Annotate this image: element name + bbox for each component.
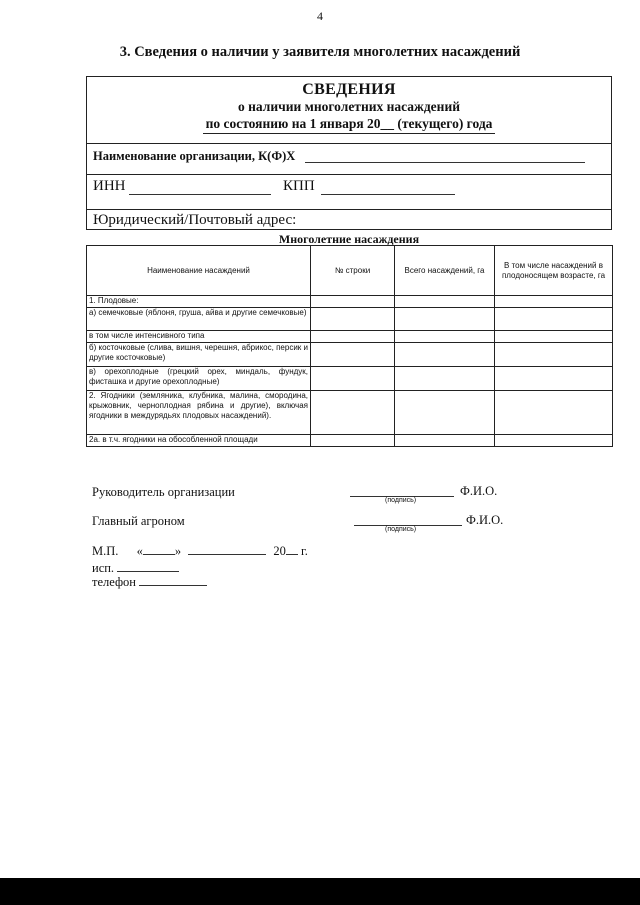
fruiting-cell[interactable] <box>495 435 613 447</box>
col-header-row-no: № строки <box>311 246 395 296</box>
doc-subtitle-2 <box>87 116 611 134</box>
total-cell[interactable] <box>395 331 495 343</box>
agronomist-fio: Ф.И.О. <box>466 513 504 527</box>
table-row <box>87 367 613 391</box>
table-row <box>87 391 613 435</box>
quote-close: » <box>174 544 182 558</box>
row-number-cell[interactable] <box>311 391 395 435</box>
kpp-field[interactable] <box>321 194 455 195</box>
col-header-fruiting: В том числе насаждений в плодоносящем возрасте, га <box>495 246 613 296</box>
fruiting-cell[interactable] <box>495 331 613 343</box>
address-label: Юридический/Почтовый адрес: <box>93 212 297 228</box>
executor-label: исп. <box>92 561 115 575</box>
divider <box>87 143 611 144</box>
divider <box>87 209 611 210</box>
plantings-table <box>86 245 613 447</box>
fruiting-cell[interactable] <box>495 308 613 331</box>
header-box <box>86 76 612 230</box>
row-name: 1. Плодовые: <box>87 296 311 308</box>
row-number-cell[interactable] <box>311 435 395 447</box>
head-fio: Ф.И.О. <box>460 484 498 498</box>
year-field[interactable] <box>286 543 298 555</box>
month-field[interactable] <box>188 543 266 555</box>
row-number-cell[interactable] <box>311 343 395 367</box>
total-cell[interactable] <box>395 391 495 435</box>
table-row <box>87 296 613 308</box>
total-cell[interactable] <box>395 343 495 367</box>
day-field[interactable] <box>143 543 175 555</box>
organization-label: Наименование организации, К(Ф)Х <box>93 149 296 163</box>
row-number-cell[interactable] <box>311 367 395 391</box>
table-row <box>87 331 613 343</box>
row-name: в) орехоплодные (грецкий орех, миндаль, фундук, фисташка и другие орехоплодные) <box>87 367 311 391</box>
scan-bottom-edge <box>0 878 640 905</box>
agronomist-label: Главный агроном <box>92 514 185 528</box>
stamp-date-line <box>92 543 308 559</box>
total-cell[interactable] <box>395 367 495 391</box>
row-name: 2а. в т.ч. ягодники на обособленной площади <box>87 435 311 447</box>
fruiting-cell[interactable] <box>495 367 613 391</box>
total-cell[interactable] <box>395 435 495 447</box>
phone-label: телефон <box>92 575 136 589</box>
year-suffix: г. <box>301 544 308 558</box>
section-title: 3. Сведения о наличии у заявителя многолетних насаждений <box>119 44 521 60</box>
col-header-total: Всего насаждений, га <box>395 246 495 296</box>
fruiting-cell[interactable] <box>495 296 613 308</box>
total-cell[interactable] <box>395 308 495 331</box>
table-row <box>87 435 613 447</box>
agronomist-signature-line[interactable] <box>354 525 462 526</box>
total-cell[interactable] <box>395 296 495 308</box>
doc-subtitle-1: о наличии многолетних насаждений <box>237 99 461 114</box>
table-row <box>87 343 613 367</box>
fruiting-cell[interactable] <box>495 391 613 435</box>
inn-label: ИНН <box>93 178 126 194</box>
doc-title: СВЕДЕНИЯ <box>302 81 396 98</box>
year-prefix: 20 <box>273 544 286 558</box>
head-signature-hint: (подпись) <box>385 497 417 504</box>
organization-field[interactable] <box>305 162 585 163</box>
fruiting-cell[interactable] <box>495 343 613 367</box>
phone-field[interactable] <box>139 574 207 586</box>
quote-open: « <box>136 544 143 558</box>
table-row <box>87 308 613 331</box>
row-name: а) семечковые (яблоня, груша, айва и другие семечковые) <box>87 308 311 331</box>
head-signature-line[interactable] <box>350 496 454 497</box>
row-number-cell[interactable] <box>311 296 395 308</box>
doc-subtitle-2-text: по состоянию на 1 января 20__ (текущего) года <box>203 116 496 134</box>
row-name: 2. Ягодники (земляника, клубника, малина, смородина, крыжовник, черноплодная рябина и другие), включая ягодники в междурядьях плодовых насаждений). <box>87 391 311 435</box>
table-caption: Многолетние насаждения <box>278 232 420 246</box>
row-name: б) косточковые (слива, вишня, черешня, абрикос, персик и другие косточковые) <box>87 343 311 367</box>
row-name: в том числе интенсивного типа <box>87 331 311 343</box>
row-number-cell[interactable] <box>311 308 395 331</box>
row-number-cell[interactable] <box>311 331 395 343</box>
executor-field[interactable] <box>117 560 179 572</box>
head-label: Руководитель организации <box>92 485 235 499</box>
inn-field[interactable] <box>129 194 271 195</box>
divider <box>87 174 611 175</box>
phone-line <box>92 574 207 590</box>
kpp-label: КПП <box>283 178 315 194</box>
mp-label: М.П. <box>92 544 119 558</box>
agronomist-signature-hint: (подпись) <box>385 526 417 533</box>
page-number: 4 <box>317 9 323 23</box>
col-header-name: Наименование насаждений <box>87 246 311 296</box>
